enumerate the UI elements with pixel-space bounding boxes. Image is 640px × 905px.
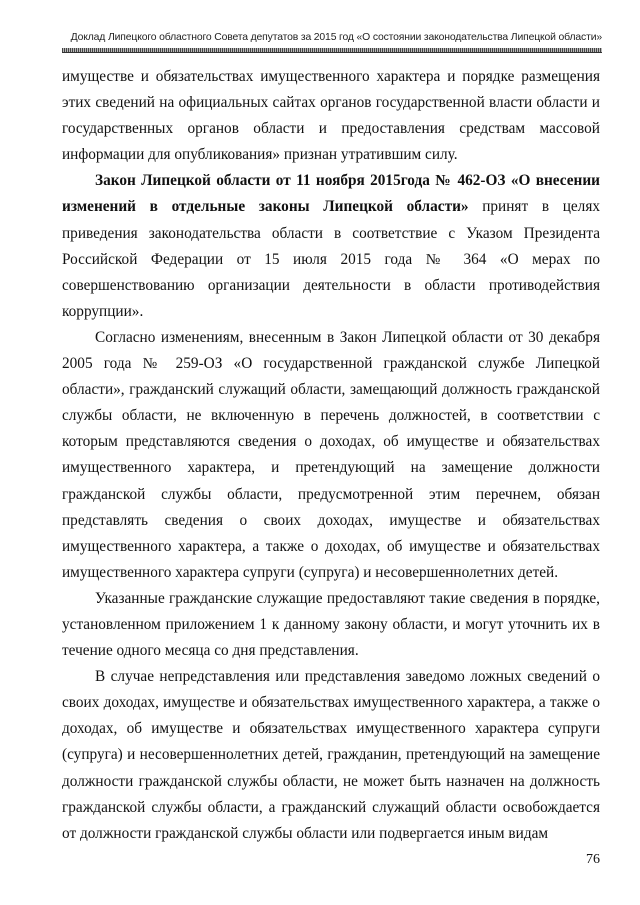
- paragraph-penalties: В случае непредставления или представления заведомо ложных сведений о своих доходах, имуществе и обязательствах имущественного характера, а также о доходах, об имуществе и обязательствах имущественного характера супруги (супруга) и несовершеннолетних детей, гражданин, претендующий на замещение должности гражданской службы области, не может быть назначен на должность гражданской службы области, а гражданский служащий области освобождается от должности гражданской службы области или подвергается иным видам: [62, 668, 600, 842]
- paragraph-text: принят в целях приведения законодательства области в соответствие с Указом Президента Российской Федерации от 15 июля 2015 года № 364 «О мерах по совершенствованию организации деятельности в области противодействия коррупции».: [62, 198, 601, 320]
- document-body: [62, 64, 600, 847]
- paragraph-amendments: Согласно изменениям, внесенным в Закон Липецкой области от 30 декабря 2005 года № 259-ОЗ «О государственной гражданской службе Липецкой области», гражданский служащий области, замещающий должность гражданской службы области, не включенную в перечень должностей, в соответствии с которым представляются сведения о доходах, об имуществе и обязательствах имущественного характера, и претендующий на замещение должности гражданской службы области, предусмотренной этим перечнем, обязан представлять сведения о своих доходах, имуществе и обязательствах имущественного характера, а также о доходах, об имуществе и обязательствах имущественного характера супруги (супруга) и несовершеннолетних детей.: [62, 328, 600, 581]
- paragraph-continuation: имуществе и обязательствах имущественного характера и порядке размещения этих сведений на официальных сайтах органов государственной власти области и государственных органов области и предоставления средствам массовой информации для опубликования» признан утратившим силу.: [62, 68, 600, 164]
- header-rule: [62, 48, 602, 53]
- paragraph-law-462: [62, 168, 600, 325]
- law-title: Закон Липецкой области от 11 ноября 2015года № 462-ОЗ «О внесении изменений в отдельные законы Липецкой области»: [62, 172, 600, 216]
- paragraph-submission: Указанные гражданские служащие предоставляют такие сведения в порядке, установленном приложением 1 к данному закону области, и могут уточнить их в течение одного месяца со дня представления.: [62, 589, 600, 660]
- running-header: Доклад Липецкого областного Совета депутатов за 2015 год «О состоянии законодательства Липецкой области»: [70, 32, 602, 43]
- page-number: 76: [586, 852, 600, 867]
